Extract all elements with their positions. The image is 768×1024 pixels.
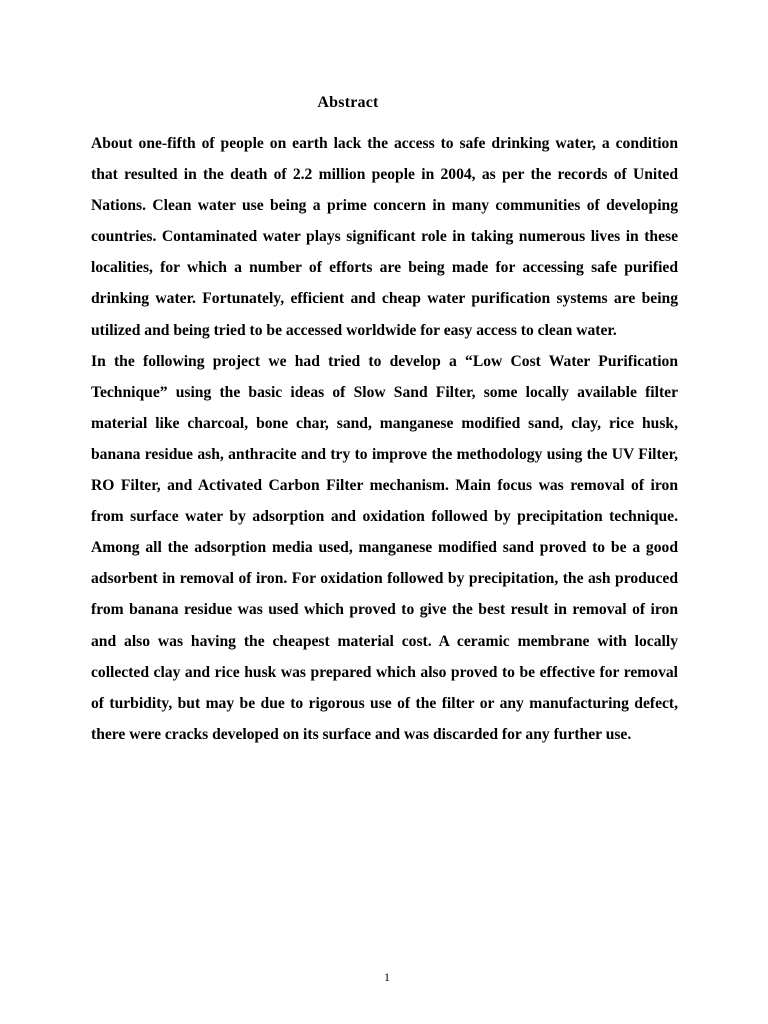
abstract-body — [91, 128, 678, 750]
abstract-heading: Abstract — [317, 94, 379, 111]
abstract-paragraph-1: About one-fifth of people on earth lack the access to safe drinking water, a condition that resulted in the death of 2.2 million people in 2004, as per the records of United Nations. Clean water use being a prime concern in many communities of developing countries. Contaminated water plays significant role in taking numerous lives in these localities, for which a number of efforts are being made for accessing safe purified drinking water. Fortunately, efficient and cheap water purification systems are being utilized and being tried to be accessed worldwide for easy access to clean water. — [91, 135, 678, 339]
page-number: 1 — [384, 970, 390, 984]
abstract-paragraph-2: In the following project we had tried to develop a “Low Cost Water Purification Technique” using the basic ideas of Slow Sand Filter, some locally available filter material like charcoal, bone char, sand, manganese modified sand, clay, rice husk, banana residue ash, anthracite and try to improve the methodology using the UV Filter, RO Filter, and Activated Carbon Filter mechanism. Main focus was removal of iron from surface water by adsorption and oxidation followed by precipitation technique. Among all the adsorption media used, manganese modified sand proved to be a good adsorbent in removal of iron. For oxidation followed by precipitation, the ash produced from banana residue was used which proved to give the best result in removal of iron and also was having the cheapest material cost. A ceramic membrane with locally collected clay and rice husk was prepared which also proved to be effective for removal of turbidity, but may be due to rigorous use of the filter or any manufacturing defect, there were cracks developed on its surface and was discarded for any further use. — [91, 352, 678, 743]
